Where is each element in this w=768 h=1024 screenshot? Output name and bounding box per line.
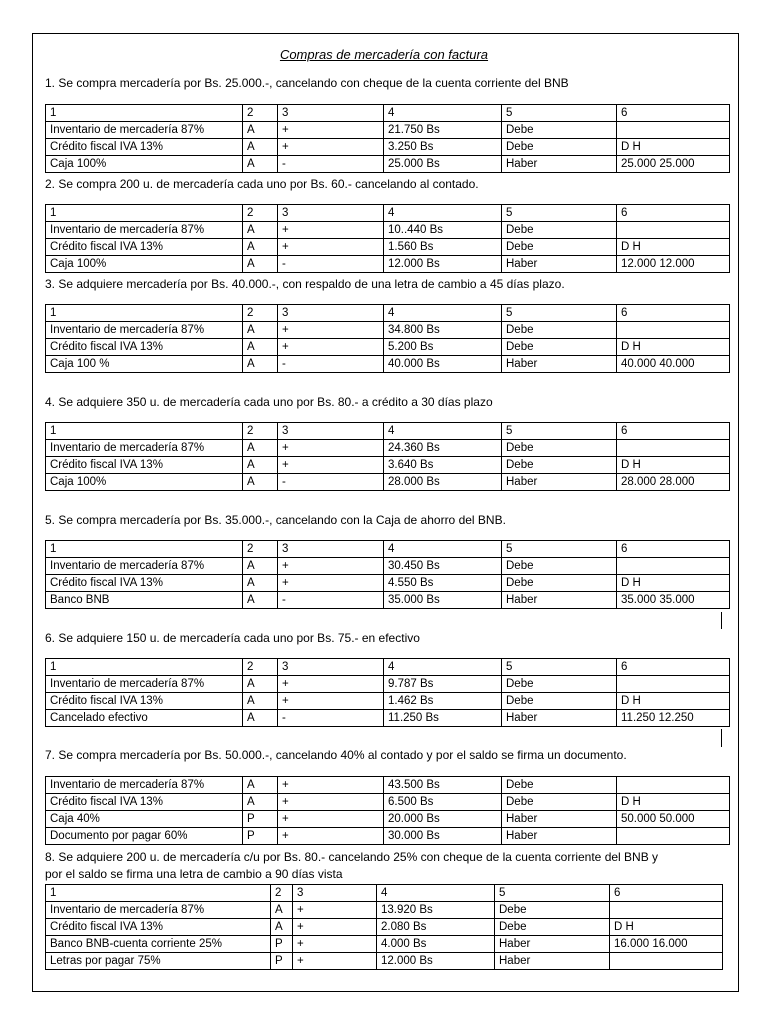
totals-cell: 6 [617,105,730,122]
side-cell: 5 [502,205,617,222]
table-row [46,440,730,457]
totals-cell: 6 [617,541,730,558]
totals-cell: D H [617,794,730,811]
class-cell: 2 [243,105,278,122]
table-row [46,693,730,710]
account-cell: Caja 40% [46,811,243,828]
table-row [46,936,723,953]
amount-cell: 9.787 Bs [384,676,502,693]
side-cell: Debe [495,902,610,919]
margin-rule [721,729,722,747]
side-cell: Haber [502,828,617,845]
class-cell: A [243,139,278,156]
class-cell: A [243,474,278,491]
class-cell: A [271,919,293,936]
problem-7-ledger-table [45,776,730,845]
table-row [46,777,730,794]
totals-cell: D H [617,339,730,356]
side-cell: Haber [495,953,610,970]
totals-cell: 11.250 12.250 [617,710,730,727]
totals-cell: 6 [617,205,730,222]
account-cell: Caja 100% [46,156,243,173]
side-cell: Debe [502,777,617,794]
class-cell: P [271,936,293,953]
totals-cell: 16.000 16.000 [610,936,723,953]
table-row [46,222,730,239]
totals-cell: D H [617,457,730,474]
problem-8-statement: por el saldo se firma una letra de cambio a 90 días vista [45,867,343,881]
amount-cell: 30.000 Bs [384,828,502,845]
table-row [46,322,730,339]
table-row [46,105,730,122]
amount-cell: 4 [384,105,502,122]
side-cell: Debe [502,440,617,457]
totals-cell [610,902,723,919]
amount-cell: 12.000 Bs [377,953,495,970]
account-cell: 1 [46,105,243,122]
problem-2-ledger-table [45,204,730,273]
totals-cell: D H [617,693,730,710]
amount-cell: 3.640 Bs [384,457,502,474]
totals-cell [617,828,730,845]
class-cell: A [243,693,278,710]
sign-cell: 3 [278,205,384,222]
table-row [46,423,730,440]
problem-3-statement: 3. Se adquiere mercadería por Bs. 40.000.-, con respaldo de una letra de cambio a 45 días plazo. [45,277,565,291]
account-cell: Inventario de mercadería 87% [46,558,243,575]
amount-cell: 4 [384,541,502,558]
totals-cell [610,953,723,970]
side-cell: Debe [502,693,617,710]
totals-cell: 6 [617,423,730,440]
totals-cell: 25.000 25.000 [617,156,730,173]
totals-cell [617,440,730,457]
table-row [46,885,723,902]
sign-cell: 3 [278,659,384,676]
totals-cell [617,222,730,239]
class-cell: 2 [243,305,278,322]
account-cell: Banco BNB [46,592,243,609]
side-cell: Haber [502,710,617,727]
side-cell: Debe [495,919,610,936]
page-title: Compras de mercadería con factura [279,47,489,62]
side-cell: Haber [502,256,617,273]
amount-cell: 4 [384,305,502,322]
side-cell: Haber [502,356,617,373]
sign-cell: + [278,558,384,575]
account-cell: 1 [46,885,271,902]
class-cell: A [243,592,278,609]
class-cell: A [243,122,278,139]
problem-5-statement: 5. Se compra mercadería por Bs. 35.000.-, cancelando con la Caja de ahorro del BNB. [45,513,506,527]
class-cell: A [271,902,293,919]
table-row [46,919,723,936]
problem-1-statement: 1. Se compra mercadería por Bs. 25.000.-, cancelando con cheque de la cuenta corriente del BNB [45,76,569,90]
table-row [46,710,730,727]
sign-cell: + [278,811,384,828]
table-row [46,659,730,676]
sign-cell: + [278,139,384,156]
table-row [46,122,730,139]
account-cell: 1 [46,659,243,676]
sign-cell: 3 [278,105,384,122]
sign-cell: - [278,592,384,609]
totals-cell: D H [610,919,723,936]
class-cell: A [243,256,278,273]
amount-cell: 35.000 Bs [384,592,502,609]
totals-cell: 6 [610,885,723,902]
sign-cell: 3 [278,305,384,322]
account-cell: 1 [46,205,243,222]
sign-cell: - [278,256,384,273]
account-cell: Inventario de mercadería 87% [46,122,243,139]
sign-cell: + [278,322,384,339]
account-cell: Crédito fiscal IVA 13% [46,139,243,156]
class-cell: A [243,777,278,794]
table-row [46,953,723,970]
account-cell: 1 [46,541,243,558]
sign-cell: + [278,693,384,710]
account-cell: Cancelado efectivo [46,710,243,727]
class-cell: A [243,222,278,239]
account-cell: Crédito fiscal IVA 13% [46,919,271,936]
sign-cell: 3 [278,423,384,440]
account-cell: Crédito fiscal IVA 13% [46,693,243,710]
class-cell: 2 [243,205,278,222]
sign-cell: + [278,828,384,845]
amount-cell: 11.250 Bs [384,710,502,727]
problem-5-ledger-table [45,540,730,609]
side-cell: Haber [502,474,617,491]
amount-cell: 5.200 Bs [384,339,502,356]
table-row [46,474,730,491]
side-cell: Debe [502,322,617,339]
side-cell: Debe [502,457,617,474]
sign-cell: + [278,222,384,239]
class-cell: P [271,953,293,970]
class-cell: A [243,457,278,474]
problem-8-ledger-table [45,884,723,970]
class-cell: A [243,440,278,457]
side-cell: Debe [502,575,617,592]
totals-cell: D H [617,239,730,256]
amount-cell: 4 [384,205,502,222]
sign-cell: + [278,122,384,139]
amount-cell: 4.550 Bs [384,575,502,592]
sign-cell: + [278,794,384,811]
side-cell: 5 [502,305,617,322]
class-cell: A [243,339,278,356]
sign-cell: 3 [293,885,377,902]
side-cell: 5 [502,423,617,440]
class-cell: A [243,794,278,811]
side-cell: 5 [502,105,617,122]
problem-7-statement: 7. Se compra mercadería por Bs. 50.000.-, cancelando 40% al contado y por el saldo se firma un documento. [45,748,627,762]
side-cell: Debe [502,239,617,256]
side-cell: Debe [502,122,617,139]
totals-cell: 50.000 50.000 [617,811,730,828]
side-cell: 5 [502,659,617,676]
side-cell: Debe [502,676,617,693]
side-cell: Haber [495,936,610,953]
class-cell: P [243,828,278,845]
totals-cell: 6 [617,659,730,676]
class-cell: A [243,710,278,727]
table-row [46,205,730,222]
amount-cell: 12.000 Bs [384,256,502,273]
problem-4-statement: 4. Se adquiere 350 u. de mercadería cada uno por Bs. 80.- a crédito a 30 días plazo [45,395,493,409]
amount-cell: 2.080 Bs [377,919,495,936]
side-cell: Haber [502,156,617,173]
amount-cell: 1.462 Bs [384,693,502,710]
amount-cell: 6.500 Bs [384,794,502,811]
table-row [46,902,723,919]
class-cell: A [243,575,278,592]
sign-cell: + [293,953,377,970]
sign-cell: + [293,936,377,953]
problem-1-ledger-table [45,104,730,173]
problem-3-ledger-table [45,304,730,373]
amount-cell: 40.000 Bs [384,356,502,373]
table-row [46,558,730,575]
account-cell: 1 [46,423,243,440]
totals-cell: 6 [617,305,730,322]
account-cell: Inventario de mercadería 87% [46,440,243,457]
table-row [46,339,730,356]
table-row [46,575,730,592]
amount-cell: 25.000 Bs [384,156,502,173]
sign-cell: + [278,777,384,794]
account-cell: Caja 100 % [46,356,243,373]
side-cell: Debe [502,339,617,356]
account-cell: Crédito fiscal IVA 13% [46,794,243,811]
sign-cell: 3 [278,541,384,558]
amount-cell: 10..440 Bs [384,222,502,239]
account-cell: Inventario de mercadería 87% [46,222,243,239]
side-cell: Haber [502,592,617,609]
totals-cell [617,676,730,693]
amount-cell: 3.250 Bs [384,139,502,156]
sign-cell: - [278,710,384,727]
account-cell: Crédito fiscal IVA 13% [46,339,243,356]
totals-cell: 35.000 35.000 [617,592,730,609]
class-cell: A [243,558,278,575]
problem-6-ledger-table [45,658,730,727]
totals-cell: D H [617,139,730,156]
sign-cell: - [278,474,384,491]
problem-2-statement: 2. Se compra 200 u. de mercadería cada uno por Bs. 60.- cancelando al contado. [45,177,479,191]
account-cell: Documento por pagar 60% [46,828,243,845]
account-cell: Banco BNB-cuenta corriente 25% [46,936,271,953]
amount-cell: 4 [384,659,502,676]
amount-cell: 4 [384,423,502,440]
class-cell: P [243,811,278,828]
totals-cell: 12.000 12.000 [617,256,730,273]
account-cell: Letras por pagar 75% [46,953,271,970]
account-cell: 1 [46,305,243,322]
amount-cell: 28.000 Bs [384,474,502,491]
totals-cell: D H [617,575,730,592]
amount-cell: 20.000 Bs [384,811,502,828]
table-row [46,811,730,828]
side-cell: Debe [502,139,617,156]
table-row [46,256,730,273]
account-cell: Inventario de mercadería 87% [46,902,271,919]
side-cell: Debe [502,794,617,811]
class-cell: A [243,156,278,173]
sign-cell: + [278,339,384,356]
class-cell: 2 [271,885,293,902]
class-cell: 2 [243,423,278,440]
account-cell: Inventario de mercadería 87% [46,676,243,693]
table-row [46,139,730,156]
class-cell: 2 [243,659,278,676]
totals-cell [617,122,730,139]
problem-8-statement: 8. Se adquiere 200 u. de mercadería c/u por Bs. 80.- cancelando 25% con cheque de la cuenta corriente del BNB y [45,850,659,864]
account-cell: Inventario de mercadería 87% [46,322,243,339]
totals-cell [617,777,730,794]
sign-cell: + [293,902,377,919]
class-cell: A [243,239,278,256]
account-cell: Crédito fiscal IVA 13% [46,239,243,256]
totals-cell [617,558,730,575]
class-cell: 2 [243,541,278,558]
account-cell: Caja 100% [46,256,243,273]
table-row [46,305,730,322]
amount-cell: 24.360 Bs [384,440,502,457]
amount-cell: 4.000 Bs [377,936,495,953]
amount-cell: 34.800 Bs [384,322,502,339]
class-cell: A [243,676,278,693]
table-row [46,592,730,609]
sign-cell: - [278,156,384,173]
amount-cell: 21.750 Bs [384,122,502,139]
account-cell: Crédito fiscal IVA 13% [46,457,243,474]
amount-cell: 43.500 Bs [384,777,502,794]
table-row [46,541,730,558]
problem-4-ledger-table [45,422,730,491]
sign-cell: + [278,440,384,457]
table-row [46,828,730,845]
account-cell: Crédito fiscal IVA 13% [46,575,243,592]
problem-6-statement: 6. Se adquiere 150 u. de mercadería cada uno por Bs. 75.- en efectivo [45,631,420,645]
class-cell: A [243,322,278,339]
account-cell: Inventario de mercadería 87% [46,777,243,794]
amount-cell: 4 [377,885,495,902]
side-cell: Debe [502,558,617,575]
table-row [46,457,730,474]
account-cell: Caja 100% [46,474,243,491]
side-cell: 5 [495,885,610,902]
side-cell: Haber [502,811,617,828]
sign-cell: + [278,676,384,693]
totals-cell: 28.000 28.000 [617,474,730,491]
sign-cell: + [293,919,377,936]
table-row [46,156,730,173]
sign-cell: - [278,356,384,373]
side-cell: Debe [502,222,617,239]
sign-cell: + [278,239,384,256]
sign-cell: + [278,457,384,474]
table-row [46,239,730,256]
table-row [46,676,730,693]
amount-cell: 30.450 Bs [384,558,502,575]
amount-cell: 13.920 Bs [377,902,495,919]
sign-cell: + [278,575,384,592]
side-cell: 5 [502,541,617,558]
table-row [46,356,730,373]
totals-cell: 40.000 40.000 [617,356,730,373]
amount-cell: 1.560 Bs [384,239,502,256]
margin-rule [721,612,722,629]
table-row [46,794,730,811]
totals-cell [617,322,730,339]
class-cell: A [243,356,278,373]
